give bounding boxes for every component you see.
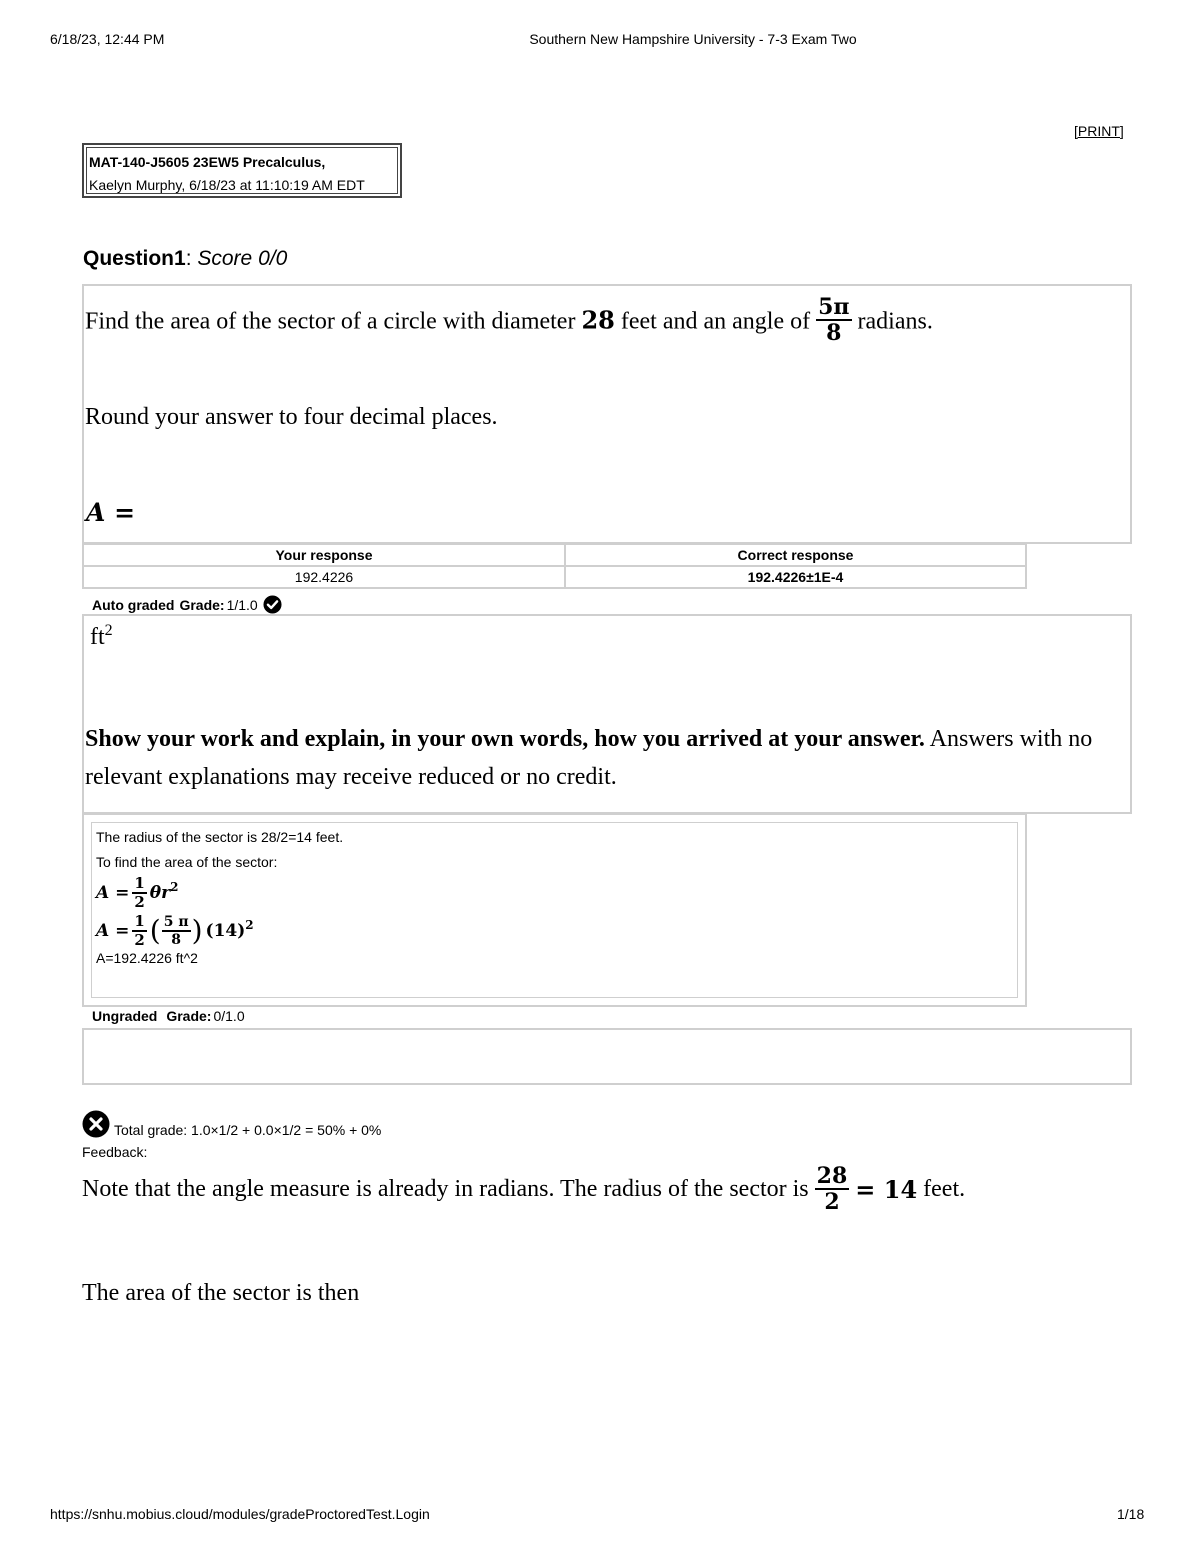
feedback-frac-den: 2	[824, 1189, 840, 1215]
prompt-text: Find the area of the sector of a circle with diameter	[85, 308, 576, 335]
your-response-header: Your response	[83, 544, 565, 566]
grader-comment-box	[82, 1028, 1132, 1085]
formula1-exp: 2	[170, 880, 179, 894]
feedback-equation: = 14	[855, 1174, 918, 1204]
feedback-text-end: feet.	[923, 1175, 966, 1202]
formula1-fraction	[132, 876, 146, 910]
course-info-box	[82, 143, 402, 198]
check-circle-icon	[263, 595, 282, 614]
correct-response-header: Correct response	[565, 544, 1026, 566]
formula1-den: 2	[134, 893, 145, 911]
auto-grade-value: 1/1.0	[226, 596, 258, 613]
work-instruction-rest: Answers with no relevant explanations may receive reduced or no credit.	[85, 726, 1093, 790]
formula2-rest: (14)	[205, 921, 246, 941]
work-prompt-box	[82, 614, 1132, 814]
work-line-radius: The radius of the sector is 28/2=14 feet.	[96, 829, 344, 845]
formula2-inner-den: 8	[171, 932, 182, 948]
auto-grade-label: Grade:	[179, 596, 225, 613]
right-paren-icon: )	[191, 914, 203, 947]
total-grade-line	[82, 1110, 381, 1138]
feedback-text: Note that the angle measure is already in radians. The radius of the sector is	[82, 1175, 809, 1202]
print-title: Southern New Hampshire University - 7-3 Exam Two	[529, 31, 857, 47]
auto-grade-type: Auto graded	[92, 596, 175, 613]
question-score: Score 0/0	[197, 247, 288, 270]
student-line: Kaelyn Murphy, 6/18/23 at 11:10:19 AM EDT	[89, 177, 365, 193]
formula2-lhs: A =	[96, 921, 130, 941]
unit-exponent: 2	[104, 622, 113, 639]
work-response-content[interactable]	[91, 822, 1018, 998]
response-table	[82, 543, 1027, 589]
formula2-fraction	[132, 914, 146, 948]
formula1-num: 1	[134, 874, 145, 892]
print-datetime: 6/18/23, 12:44 PM	[50, 31, 165, 47]
feedback-line-1	[82, 1165, 965, 1213]
formula2-inner-fraction	[162, 915, 191, 947]
ungraded-label: Grade:	[166, 1008, 212, 1024]
work-response-frame	[82, 813, 1027, 1007]
formula2-exp: 2	[245, 918, 254, 932]
question-colon: :	[185, 247, 192, 270]
prompt-text-end: radians.	[857, 308, 933, 335]
feedback-label: Feedback:	[82, 1144, 148, 1160]
auto-grade-line	[92, 595, 282, 614]
question-prompt	[85, 294, 933, 347]
course-name: MAT-140-J5605 23EW5 Precalculus,	[89, 154, 326, 170]
print-link[interactable]: [PRINT]	[1074, 123, 1124, 139]
formula1-rest: θr	[149, 883, 171, 903]
ungraded-line	[92, 1008, 245, 1024]
footer-page-number: 1/18	[1117, 1506, 1145, 1522]
work-formula-general	[96, 876, 1013, 910]
formula2-inner-num: 5 π	[163, 914, 189, 930]
round-instruction: Round your answer to four decimal places.	[85, 404, 498, 430]
work-instruction	[85, 720, 1131, 796]
ungraded-value: 0/1.0	[213, 1008, 245, 1024]
angle-fraction	[816, 296, 851, 344]
diameter-value: 28	[581, 305, 615, 335]
formula1-lhs: A =	[96, 883, 130, 903]
prompt-text-mid: feet and an angle of	[620, 308, 811, 335]
formula2-den: 2	[134, 931, 145, 949]
your-response-value: 192.4226	[83, 566, 565, 588]
question-box	[82, 284, 1132, 544]
total-grade-text: Total grade: 1.0×1/2 + 0.0×1/2 = 50% + 0%	[114, 1122, 382, 1138]
work-line-intro: To find the area of the sector:	[96, 854, 278, 870]
angle-denominator: 8	[826, 320, 842, 346]
work-formula-substituted	[96, 914, 1013, 948]
work-line-result: A=192.4226 ft^2	[96, 950, 198, 966]
feedback-fraction	[815, 1165, 850, 1213]
unit-base: ft	[90, 624, 105, 650]
formula2-num: 1	[134, 912, 145, 930]
question-label: Question1	[83, 247, 186, 270]
work-instruction-bold: Show your work and explain, in your own words, how you arrived at your answer.	[85, 726, 925, 752]
x-circle-icon	[82, 1110, 110, 1138]
feedback-frac-num: 28	[816, 1163, 848, 1189]
ungraded-type: Ungraded	[92, 1008, 158, 1024]
feedback-line-2: The area of the sector is then	[82, 1280, 360, 1306]
angle-numerator: 5π	[818, 294, 850, 320]
footer-url: https://snhu.mobius.cloud/modules/gradeProctoredTest.Login	[50, 1506, 430, 1522]
answer-variable: A =	[86, 498, 136, 527]
correct-response-value: 192.4226±1E-4	[565, 566, 1026, 588]
unit-label	[90, 622, 113, 651]
left-paren-icon: (	[149, 914, 161, 947]
question-heading	[83, 247, 287, 271]
